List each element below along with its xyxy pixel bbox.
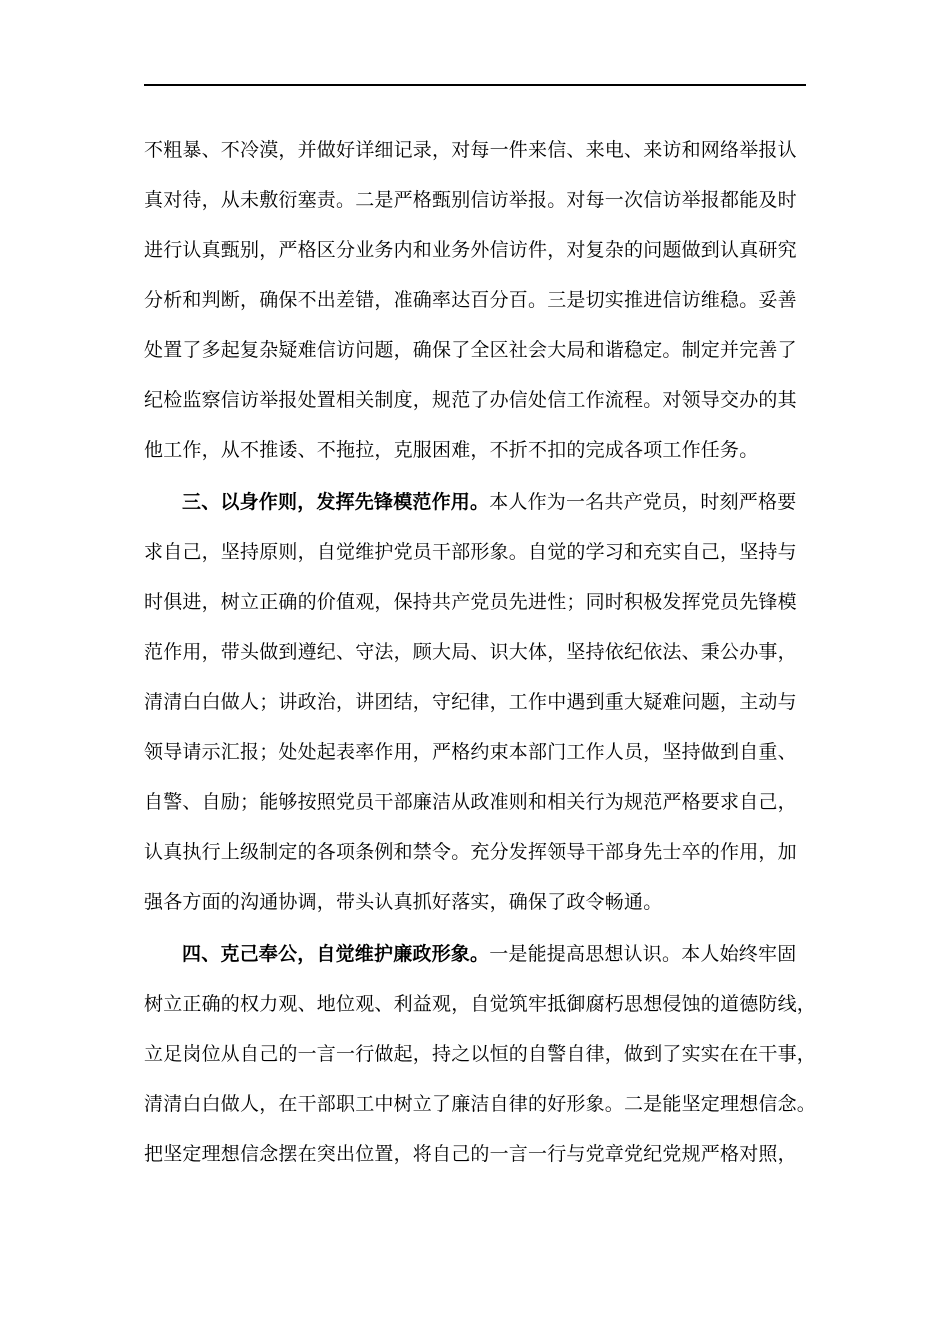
text-line: 分析和判断，确保不出差错，准确率达百分百。三是切实推进信访维稳。妥善 [144, 289, 797, 311]
text-run: 一是能提高思想认识。本人始终牢固 [489, 943, 797, 965]
text-line: 纪检监察信访举报处置相关制度，规范了办信处信工作流程。对领导交办的其 [144, 389, 797, 411]
text-line: 树立正确的权力观、地位观、利益观，自觉筑牢抵御腐朽思想侵蚀的道德防线， [144, 993, 817, 1015]
section-heading: 三、以身作则，发挥先锋模范作用。 [182, 491, 490, 513]
text-line [144, 929, 806, 979]
text-line: 清清白白做人，在干部职工中树立了廉洁自律的好形象。二是能坚定理想信念。 [144, 1093, 817, 1115]
text-line: 立足岗位从自己的一言一行做起，持之以恒的自警自律，做到了实实在在干事， [144, 1043, 817, 1065]
text-line: 真对待，从未敷衍塞责。二是严格甄别信访举报。对每一次信访举报都能及时 [144, 189, 797, 211]
text-line: 认真执行上级制定的各项条例和禁令。充分发挥领导干部身先士卒的作用，加 [144, 841, 797, 863]
text-line: 范作用，带头做到遵纪、守法，顾大局、识大体，坚持依纪依法、秉公办事， [144, 641, 797, 663]
text-line [144, 477, 806, 527]
text-line: 处置了多起复杂疑难信访问题，确保了全区社会大局和谐稳定。制定并完善了 [144, 339, 797, 361]
text-line: 时俱进，树立正确的价值观，保持共产党员先进性；同时积极发挥党员先锋模 [144, 591, 797, 613]
paragraph-1 [144, 125, 806, 475]
text-line: 不粗暴、不冷漠，并做好详细记录，对每一件来信、来电、来访和网络举报认 [144, 139, 797, 161]
text-line: 强各方面的沟通协调，带头认真抓好落实，确保了政令畅通。 [144, 891, 663, 913]
text-line: 清清白白做人；讲政治，讲团结，守纪律，工作中遇到重大疑难问题，主动与 [144, 691, 797, 713]
text-line: 把坚定理想信念摆在突出位置，将自己的一言一行与党章党纪党规严格对照， [144, 1143, 797, 1165]
text-run: 本人作为一名共产党员，时刻严格要 [489, 491, 797, 513]
text-line: 自警、自励；能够按照党员干部廉洁从政准则和相关行为规范严格要求自己， [144, 791, 797, 813]
section-heading: 四、克己奉公，自觉维护廉政形象。 [182, 943, 490, 965]
text-line: 他工作，从不推诿、不拖拉，克服困难，不折不扣的完成各项工作任务。 [144, 439, 759, 461]
header-rule [144, 84, 806, 86]
paragraph-2 [144, 477, 806, 927]
text-line: 求自己，坚持原则，自觉维护党员干部形象。自觉的学习和充实自己，坚持与 [144, 541, 797, 563]
paragraph-3 [144, 929, 817, 1179]
body-text [144, 125, 817, 1179]
text-line: 进行认真甄别，严格区分业务内和业务外信访件，对复杂的问题做到认真研究 [144, 239, 797, 261]
text-line: 领导请示汇报；处处起表率作用，严格约束本部门工作人员，坚持做到自重、 [144, 741, 797, 763]
